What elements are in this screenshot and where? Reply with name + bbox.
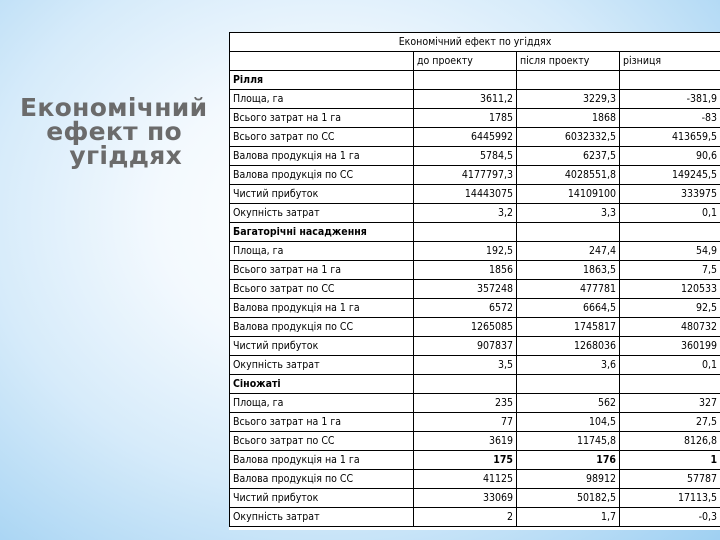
row-label: Валова продукція по СС [230, 470, 414, 489]
table-row [230, 489, 720, 508]
table-row [230, 261, 720, 280]
value-before: 14443075 [414, 185, 517, 204]
section-name: Рілля [230, 71, 414, 90]
value-diff: 480732 [620, 318, 720, 337]
table-row [230, 337, 720, 356]
section-empty-cell [414, 223, 517, 242]
slide-title [20, 93, 208, 170]
value-before: 235 [414, 394, 517, 413]
value-after: 1745817 [517, 318, 620, 337]
row-label: Площа, га [230, 394, 414, 413]
value-diff: 57787 [620, 470, 720, 489]
value-after: 11745,8 [517, 432, 620, 451]
slide-title-line: Економічний [20, 93, 208, 122]
value-after: 3229,3 [517, 90, 620, 109]
table-row [230, 204, 720, 223]
slide-title-line: ефект по [46, 117, 182, 146]
table-row [230, 147, 720, 166]
value-before: 6572 [414, 299, 517, 318]
value-after: 477781 [517, 280, 620, 299]
column-header-before: до проекту [414, 52, 517, 71]
value-after: 3,3 [517, 204, 620, 223]
value-after: 14109100 [517, 185, 620, 204]
table-row [230, 299, 720, 318]
row-label: Чистий прибуток [230, 489, 414, 508]
value-after: 247,4 [517, 242, 620, 261]
value-before: 2 [414, 508, 517, 527]
row-label: Всього затрат по СС [230, 432, 414, 451]
row-label: Всього затрат по СС [230, 280, 414, 299]
table-caption-row [230, 33, 720, 52]
table-row [230, 394, 720, 413]
value-after: 6237,5 [517, 147, 620, 166]
row-label: Окупність затрат [230, 204, 414, 223]
economic-effect-table [229, 32, 720, 527]
table-row [230, 90, 720, 109]
value-after: 6032332,5 [517, 128, 620, 147]
value-before: 3,2 [414, 204, 517, 223]
table-row [230, 242, 720, 261]
value-after: 98912 [517, 470, 620, 489]
row-label: Окупність затрат [230, 508, 414, 527]
table-row [230, 166, 720, 185]
table-row [230, 128, 720, 147]
value-after: 562 [517, 394, 620, 413]
row-label: Валова продукція на 1 га [230, 299, 414, 318]
section-row [230, 71, 720, 90]
value-before: 175 [414, 451, 517, 470]
table-row [230, 508, 720, 527]
row-label: Окупність затрат [230, 356, 414, 375]
table-row [230, 356, 720, 375]
table-row [230, 318, 720, 337]
value-after: 1863,5 [517, 261, 620, 280]
row-label: Всього затрат на 1 га [230, 261, 414, 280]
value-before: 5784,5 [414, 147, 517, 166]
value-before: 3619 [414, 432, 517, 451]
value-before: 3,5 [414, 356, 517, 375]
value-diff: 17113,5 [620, 489, 720, 508]
value-before: 907837 [414, 337, 517, 356]
value-before: 3611,2 [414, 90, 517, 109]
section-name: Багаторічні насадження [230, 223, 414, 242]
value-diff: 27,5 [620, 413, 720, 432]
value-after: 1,7 [517, 508, 620, 527]
value-before: 33069 [414, 489, 517, 508]
value-diff: 8126,8 [620, 432, 720, 451]
value-after: 4028551,8 [517, 166, 620, 185]
section-row [230, 223, 720, 242]
value-after: 1268036 [517, 337, 620, 356]
section-empty-cell [517, 375, 620, 394]
value-diff: -83 [620, 109, 720, 128]
value-diff: 120533 [620, 280, 720, 299]
row-label: Всього затрат на 1 га [230, 109, 414, 128]
table-caption: Економічний ефект по угіддях [230, 33, 720, 52]
value-after: 104,5 [517, 413, 620, 432]
row-label: Всього затрат на 1 га [230, 413, 414, 432]
value-before: 4177797,3 [414, 166, 517, 185]
value-before: 1265085 [414, 318, 517, 337]
column-header-diff: різниця [620, 52, 720, 71]
value-diff: -381,9 [620, 90, 720, 109]
section-empty-cell [620, 71, 720, 90]
value-diff: 327 [620, 394, 720, 413]
section-empty-cell [620, 223, 720, 242]
row-label: Чистий прибуток [230, 185, 414, 204]
section-row [230, 375, 720, 394]
value-diff: 54,9 [620, 242, 720, 261]
table-row [230, 451, 720, 470]
column-header-empty [230, 52, 414, 71]
value-after: 50182,5 [517, 489, 620, 508]
value-diff: 90,6 [620, 147, 720, 166]
value-diff: -0,3 [620, 508, 720, 527]
value-before: 6445992 [414, 128, 517, 147]
value-diff: 1 [620, 451, 720, 470]
value-before: 1785 [414, 109, 517, 128]
row-label: Площа, га [230, 90, 414, 109]
row-label: Валова продукція на 1 га [230, 451, 414, 470]
row-label: Валова продукція по СС [230, 166, 414, 185]
value-before: 41125 [414, 470, 517, 489]
value-before: 77 [414, 413, 517, 432]
section-name: Сіножаті [230, 375, 414, 394]
section-empty-cell [517, 223, 620, 242]
row-label: Площа, га [230, 242, 414, 261]
value-before: 192,5 [414, 242, 517, 261]
table-row [230, 432, 720, 451]
value-diff: 7,5 [620, 261, 720, 280]
value-diff: 413659,5 [620, 128, 720, 147]
value-before: 357248 [414, 280, 517, 299]
value-diff: 360199 [620, 337, 720, 356]
value-diff: 0,1 [620, 356, 720, 375]
value-after: 3,6 [517, 356, 620, 375]
value-after: 1868 [517, 109, 620, 128]
value-diff: 0,1 [620, 204, 720, 223]
value-diff: 149245,5 [620, 166, 720, 185]
row-label: Валова продукція по СС [230, 318, 414, 337]
section-empty-cell [620, 375, 720, 394]
value-before: 1856 [414, 261, 517, 280]
table-row [230, 109, 720, 128]
section-empty-cell [517, 71, 620, 90]
row-label: Валова продукція на 1 га [230, 147, 414, 166]
row-label: Чистий прибуток [230, 337, 414, 356]
section-empty-cell [414, 71, 517, 90]
value-after: 6664,5 [517, 299, 620, 318]
economic-effect-table-container [229, 32, 720, 530]
table-row [230, 413, 720, 432]
table-row [230, 470, 720, 489]
section-empty-cell [414, 375, 517, 394]
row-label: Всього затрат по СС [230, 128, 414, 147]
value-diff: 92,5 [620, 299, 720, 318]
column-header-row [230, 52, 720, 71]
slide-title-line: угіддях [69, 141, 182, 170]
column-header-after: після проекту [517, 52, 620, 71]
value-after: 176 [517, 451, 620, 470]
value-diff: 333975 [620, 185, 720, 204]
table-row [230, 185, 720, 204]
table-row [230, 280, 720, 299]
